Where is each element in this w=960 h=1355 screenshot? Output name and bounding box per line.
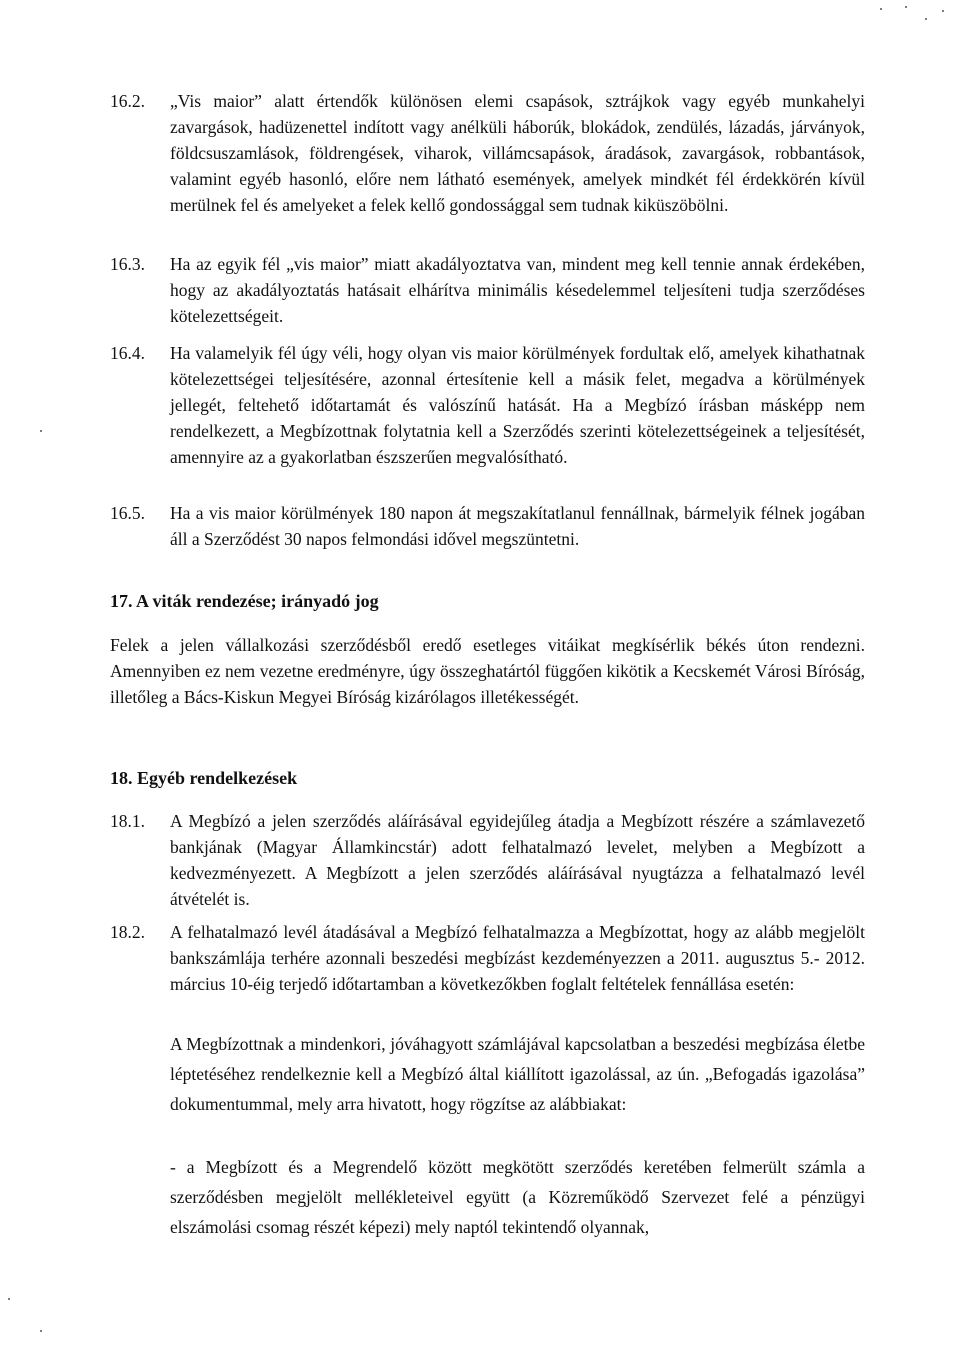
section-number: 18.1. [110,811,145,831]
scan-speck [942,10,944,12]
section-number: 16.5. [110,503,145,523]
section-16-4 [110,340,865,470]
paragraph-17: Felek a jelen vállalkozási szerződésből eredő esetleges vitáikat megkísérlik békés úton rendezni. Amennyiben ez nem vezetne eredményre, úgy összeghatártól függően kikötik a Kecskemét Városi Bíróság, illetőleg a Bács-Kiskun Megyei Bíróság kizárólagos illetékességét. [110,635,865,707]
section-18-1 [110,808,865,912]
heading-17: 17. A viták rendezése; irányadó jog [110,591,379,611]
scan-speck [40,1330,42,1332]
section-number: 16.4. [110,343,145,363]
scan-speck [925,18,927,20]
section-16-2 [110,88,865,218]
section-text: A felhatalmazó levél átadásával a Megbízó felhatalmazza a Megbízottat, hogy az alább megjelölt bankszámlája terhére azonnali beszedési megbízást kezdeményezzen a 2011. augusztus 5.- 2012. március 10-éig terjedő időtartamban a következőkben foglalt feltételek fennállása esetén: [170,922,865,994]
section-text: Ha valamelyik fél úgy véli, hogy olyan vis maior körülmények fordultak elő, amelyek kihathatnak kötelezettségei teljesítésére, azonnal értesítenie kell a másik felet, megadva a körülmények jellegét, feltehető időtartamát és valószínű hatását. Ha a Megbízó írásban másképp nem rendelkezett, a Megbízottnak folytatnia kell a Szerződés szerinti kötelezettségeinek a teljesítését, amennyire az a gyakorlatban észszerűen megvalósítható. [170,343,865,467]
section-18-2 [110,919,865,997]
paragraph-18-2-a: A Megbízottnak a mindenkori, jóváhagyott számlájával kapcsolatban a beszedési megbízása életbe léptetéséhez rendelkeznie kell a Megbízó által kiállított igazolással, az ún. „Befogadás igazolása” dokumentummal, mely arra hivatott, hogy rögzítse az alábbiakat: [170,1034,865,1114]
scan-speck [880,8,882,10]
section-text: Ha a vis maior körülmények 180 napon át megszakítatlanul fennállnak, bármelyik félnek jogában áll a Szerződést 30 napos felmondási idővel megszüntetni. [170,503,865,549]
section-16-3 [110,251,865,329]
section-number: 18.2. [110,922,145,942]
section-text: „Vis maior” alatt értendők különösen elemi csapások, sztrájkok vagy egyéb munkahelyi zavargások, hadüzenettel indított vagy anélküli háborúk, blokádok, zendülés, lázadás, járványok, földcsuszamlások, földrengések, viharok, villámcsapások, áradások, zavargások, robbantások, valamint egyéb hasonló, előre nem látható események, amelyek mindkét fél érdekkörén kívül merülnek fel és amelyeket a felek kellő gondossággal sem tudnak kiküszöbölni. [170,91,865,215]
section-number: 16.3. [110,254,145,274]
scan-speck [905,6,907,8]
heading-18: 18. Egyéb rendelkezések [110,768,298,788]
section-text: Ha az egyik fél „vis maior” miatt akadályoztatva van, mindent meg kell tennie annak érdekében, hogy az akadályoztatás hatásait elhárítva minimális késedelemmel teljesíteni tudja szerződéses kötelezettségeit. [170,254,865,326]
section-16-5 [110,500,865,552]
scan-speck [8,1298,10,1300]
section-text: A Megbízó a jelen szerződés aláírásával egyidejűleg átadja a Megbízott részére a számlavezető bankjának (Magyar Államkincstár) adott felhatalmazó levelet, melyben a Megbízott a kedvezményezett. A Megbízott a jelen szerződés aláírásával nyugtázza a felhatalmazó levél átvételét is. [170,811,865,909]
scan-speck [40,430,42,432]
paragraph-18-2-b: - a Megbízott és a Megrendelő között megkötött szerződés keretében felmerült számla a szerződésben megjelölt mellékleteivel együtt (a Közreműködő Szervezet felé a pénzügyi elszámolási csomag részét képezi) mely naptól tekintendő olyannak, [170,1157,865,1237]
section-number: 16.2. [110,91,145,111]
